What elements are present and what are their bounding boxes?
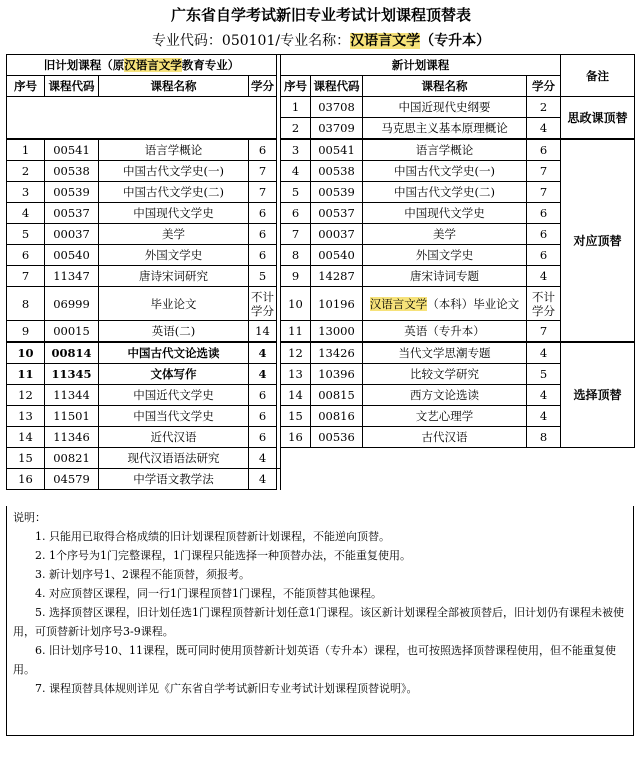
old-name: 外国文学史 xyxy=(99,245,249,266)
old-credit: 6 xyxy=(249,203,277,224)
table-row xyxy=(7,385,635,406)
old-seq: 15 xyxy=(7,448,45,469)
note-item: 4. 对应顶替区课程，同一行1门课程顶替1门课程，不能顶替其他课程。 xyxy=(35,587,382,600)
old-name-header: 课程名称 xyxy=(99,76,249,97)
old-code: 11345 xyxy=(45,364,99,385)
new-credit: 6 xyxy=(527,203,561,224)
new-code: 10396 xyxy=(311,364,363,385)
old-name: 中国现代文学史 xyxy=(99,203,249,224)
new-credit: 不计学分 xyxy=(527,287,561,321)
new-plan-header: 新计划课程 xyxy=(281,55,561,76)
old-credit: 4 xyxy=(249,342,277,364)
note-item: 2. 1个序号为1门完整课程，1门课程只能选择一种顶替办法，不能重复使用。 xyxy=(35,549,411,562)
new-credit: 7 xyxy=(527,182,561,203)
old-code: 00540 xyxy=(45,245,99,266)
new-code: 00539 xyxy=(311,182,363,203)
new-seq: 2 xyxy=(281,118,311,140)
new-credit: 4 xyxy=(527,266,561,287)
new-credit: 7 xyxy=(527,161,561,182)
old-seq: 16 xyxy=(7,469,45,490)
new-seq: 8 xyxy=(281,245,311,266)
new-seq: 14 xyxy=(281,385,311,406)
old-empty-cell xyxy=(7,97,277,140)
old-seq: 13 xyxy=(7,406,45,427)
old-code: 11501 xyxy=(45,406,99,427)
new-name: 文艺心理学 xyxy=(363,406,527,427)
new-seq-header: 序号 xyxy=(281,76,311,97)
new-credit: 2 xyxy=(527,97,561,118)
old-credit: 6 xyxy=(249,385,277,406)
major-suffix: （专升本） xyxy=(420,33,491,49)
new-code: 10196 xyxy=(311,287,363,321)
new-name: 中国古代文学史(二) xyxy=(363,182,527,203)
new-seq: 6 xyxy=(281,203,311,224)
table-row xyxy=(7,245,635,266)
old-code: 00037 xyxy=(45,224,99,245)
table-row xyxy=(7,342,635,364)
new-credit: 4 xyxy=(527,342,561,364)
major-code-label: 专业代码：050101/专业名称： xyxy=(151,33,351,49)
old-name: 中国古代文学史(二) xyxy=(99,182,249,203)
header-row-columns xyxy=(7,76,635,97)
new-credit: 7 xyxy=(527,321,561,343)
remarks-header: 备注 xyxy=(561,55,635,97)
new-seq: 12 xyxy=(281,342,311,364)
new-empty-cell xyxy=(281,448,635,490)
old-code-header: 课程代码 xyxy=(45,76,99,97)
old-seq: 9 xyxy=(7,321,45,343)
note-item: 7. 课程顶替具体规则详见《广东省自学考试新旧专业考试计划课程顶替说明》。 xyxy=(35,682,418,695)
old-seq: 11 xyxy=(7,364,45,385)
old-code: 04579 xyxy=(45,469,99,490)
new-code: 03709 xyxy=(311,118,363,140)
old-credit: 6 xyxy=(249,224,277,245)
old-name: 中国古代文学史(一) xyxy=(99,161,249,182)
old-name: 中国近代文学史 xyxy=(99,385,249,406)
new-seq: 9 xyxy=(281,266,311,287)
new-code: 00536 xyxy=(311,427,363,448)
new-code: 03708 xyxy=(311,97,363,118)
old-credit: 5 xyxy=(249,266,277,287)
new-code: 13426 xyxy=(311,342,363,364)
old-credit: 4 xyxy=(249,364,277,385)
old-credit: 6 xyxy=(249,245,277,266)
new-name: 古代汉语 xyxy=(363,427,527,448)
major-name: 汉语言文学 xyxy=(350,33,421,49)
page-title: 广东省自学考试新旧专业考试计划课程顶替表 xyxy=(170,6,471,24)
new-name: 比较文学研究 xyxy=(363,364,527,385)
new-seq: 10 xyxy=(281,287,311,321)
old-credit: 4 xyxy=(249,469,277,490)
new-seq: 11 xyxy=(281,321,311,343)
new-credit: 4 xyxy=(527,118,561,140)
old-code: 00539 xyxy=(45,182,99,203)
old-name: 毕业论文 xyxy=(99,287,249,321)
old-credit: 6 xyxy=(249,139,277,161)
table-row xyxy=(7,448,635,469)
new-name: 西方文论选读 xyxy=(363,385,527,406)
old-name: 英语(二) xyxy=(99,321,249,343)
table-row xyxy=(7,364,635,385)
old-seq: 10 xyxy=(7,342,45,364)
old-name: 唐诗宋词研究 xyxy=(99,266,249,287)
new-seq: 5 xyxy=(281,182,311,203)
new-name-header: 课程名称 xyxy=(363,76,527,97)
table-row xyxy=(7,139,635,161)
new-credit: 6 xyxy=(527,224,561,245)
table-row xyxy=(7,97,635,118)
old-name: 近代汉语 xyxy=(99,427,249,448)
old-name: 现代汉语语法研究 xyxy=(99,448,249,469)
old-seq: 6 xyxy=(7,245,45,266)
table-row xyxy=(7,321,635,343)
old-seq: 7 xyxy=(7,266,45,287)
new-credit: 5 xyxy=(527,364,561,385)
new-name: 语言学概论 xyxy=(363,139,527,161)
note-item: 5. 选择顶替区课程，旧计划任选1门课程顶替新计划任意1门课程。该区新计划课程全部被顶替后，旧计划仍有课程未被使用，可顶替新计划序号3-9课程。 xyxy=(13,606,624,638)
new-credit: 6 xyxy=(527,139,561,161)
new-code: 00540 xyxy=(311,245,363,266)
new-name: 英语（专升本） xyxy=(363,321,527,343)
new-credit: 4 xyxy=(527,406,561,427)
new-code: 00541 xyxy=(311,139,363,161)
new-seq: 15 xyxy=(281,406,311,427)
table-row xyxy=(7,287,635,321)
old-plan-header: 旧计划课程（原汉语言文学教育专业） xyxy=(7,55,277,76)
new-name xyxy=(363,287,527,321)
new-name: 马克思主义基本原理概论 xyxy=(363,118,527,140)
new-code-header: 课程代码 xyxy=(311,76,363,97)
header-row-top xyxy=(7,55,635,76)
remark-politics: 思政课顶替 xyxy=(561,97,635,140)
new-name: 唐宋诗词专题 xyxy=(363,266,527,287)
new-seq: 4 xyxy=(281,161,311,182)
old-seq: 3 xyxy=(7,182,45,203)
old-seq: 1 xyxy=(7,139,45,161)
new-seq: 13 xyxy=(281,364,311,385)
new-name-rest: （本科）毕业论文 xyxy=(427,296,520,311)
old-code: 00015 xyxy=(45,321,99,343)
old-code: 00541 xyxy=(45,139,99,161)
notes-heading: 说明： xyxy=(13,511,46,524)
remark-selective: 选择顶替 xyxy=(561,342,635,448)
old-seq: 2 xyxy=(7,161,45,182)
new-seq: 1 xyxy=(281,97,311,118)
new-name: 当代文学思潮专题 xyxy=(363,342,527,364)
old-credit: 7 xyxy=(249,182,277,203)
new-credit: 4 xyxy=(527,385,561,406)
old-credit: 14 xyxy=(249,321,277,343)
new-name: 中国古代文学史(一) xyxy=(363,161,527,182)
old-code: 11344 xyxy=(45,385,99,406)
old-seq: 8 xyxy=(7,287,45,321)
new-seq: 16 xyxy=(281,427,311,448)
note-item: 1. 只能用已取得合格成绩的旧计划课程顶替新计划课程，不能逆向顶替。 xyxy=(35,530,390,543)
page-subtitle xyxy=(0,30,642,50)
old-code: 11346 xyxy=(45,427,99,448)
old-credit: 6 xyxy=(249,427,277,448)
old-name: 文体写作 xyxy=(99,364,249,385)
note-item: 6. 旧计划序号10、11课程，既可同时使用顶替新计划英语（专升本）课程，也可按照选择顶替课程使用，但不能重复使用。 xyxy=(13,644,616,676)
old-code: 11347 xyxy=(45,266,99,287)
old-code: 00821 xyxy=(45,448,99,469)
old-credit: 6 xyxy=(249,406,277,427)
old-code: 00537 xyxy=(45,203,99,224)
new-name: 美学 xyxy=(363,224,527,245)
table-row xyxy=(7,224,635,245)
old-name: 语言学概论 xyxy=(99,139,249,161)
old-credit: 4 xyxy=(249,448,277,469)
new-credit: 6 xyxy=(527,245,561,266)
new-name: 外国文学史 xyxy=(363,245,527,266)
old-credit-header: 学分 xyxy=(249,76,277,97)
notes-section xyxy=(6,506,634,736)
old-code: 00538 xyxy=(45,161,99,182)
table-row xyxy=(7,427,635,448)
table-row xyxy=(7,266,635,287)
new-seq: 7 xyxy=(281,224,311,245)
new-code: 00538 xyxy=(311,161,363,182)
old-seq: 14 xyxy=(7,427,45,448)
new-code: 00537 xyxy=(311,203,363,224)
old-seq: 4 xyxy=(7,203,45,224)
table-row xyxy=(7,161,635,182)
new-credit-header: 学分 xyxy=(527,76,561,97)
old-seq: 5 xyxy=(7,224,45,245)
replacement-table xyxy=(6,54,635,490)
new-code: 14287 xyxy=(311,266,363,287)
new-credit: 8 xyxy=(527,427,561,448)
new-code: 00815 xyxy=(311,385,363,406)
old-credit: 不计学分 xyxy=(249,287,277,321)
old-name: 美学 xyxy=(99,224,249,245)
note-item: 3. 新计划序号1、2课程不能顶替，须报考。 xyxy=(35,568,250,581)
table-row xyxy=(7,406,635,427)
table-row xyxy=(7,182,635,203)
old-seq: 12 xyxy=(7,385,45,406)
new-name: 中国近现代史纲要 xyxy=(363,97,527,118)
new-name: 中国现代文学史 xyxy=(363,203,527,224)
old-credit: 7 xyxy=(249,161,277,182)
new-seq: 3 xyxy=(281,139,311,161)
table-row xyxy=(7,203,635,224)
new-name-highlight: 汉语言文学 xyxy=(369,296,428,311)
remark-corresponding: 对应顶替 xyxy=(561,139,635,342)
new-code: 00816 xyxy=(311,406,363,427)
old-name: 中国古代文论选读 xyxy=(99,342,249,364)
old-name: 中国当代文学史 xyxy=(99,406,249,427)
old-name: 中学语文教学法 xyxy=(99,469,249,490)
old-code: 00814 xyxy=(45,342,99,364)
old-code: 06999 xyxy=(45,287,99,321)
new-code: 13000 xyxy=(311,321,363,343)
new-code: 00037 xyxy=(311,224,363,245)
old-seq-header: 序号 xyxy=(7,76,45,97)
